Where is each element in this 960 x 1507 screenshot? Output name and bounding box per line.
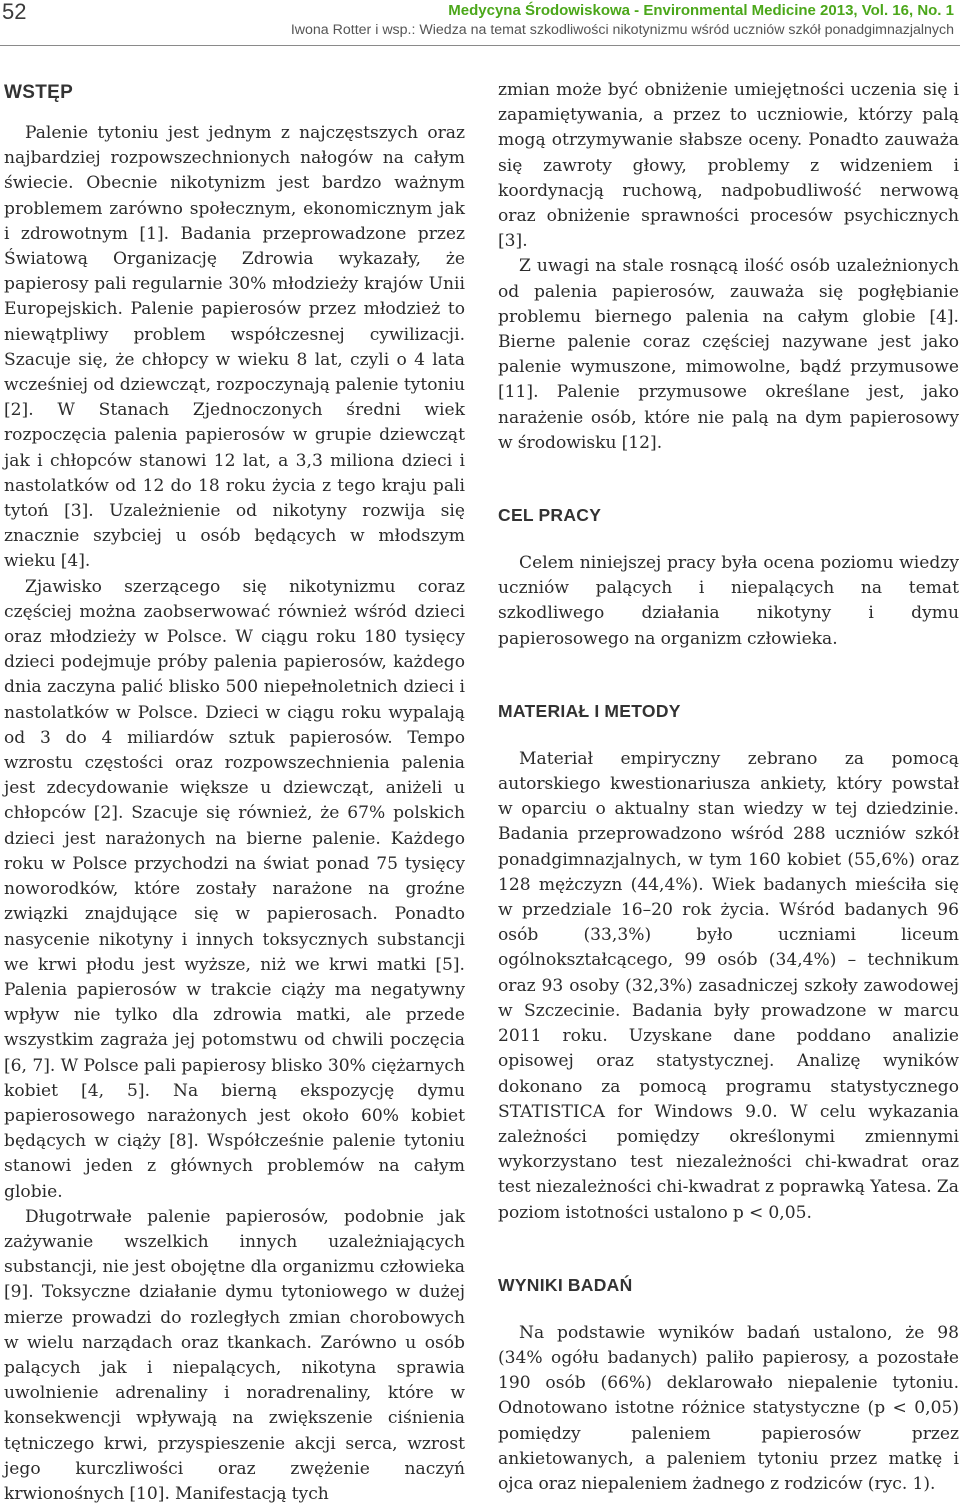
paragraph: Długotrwałe palenie papierosów, podobnie jak zażywanie wszelkich innych uzależniających substancji, nie jest obojętne dla organizmu człowieka [9]. Toksyczne działanie dymu tytoniowego w dużej mierze prowadzi do rozległych zmian chorobowych w wielu narządach oraz tkankach. Zarówno u osób palących jak i niepalących, nikotyna sprawia uwolnienie adrenaliny i noradrenaliny, które w konsekwencji wpływają na zwiększenie ciśnienia tętniczego krwi, przyspieszenie akcji serca, wzrost jego kurczliwości oraz zwężenie naczyń krwionośnych [10]. Manifestacją tych (4, 1206, 465, 1504)
left-column (4, 72, 465, 1507)
paragraph: Z uwagi na stale rosnącą ilość osób uzależnionych od palenia papierosów, zauważa się pogłębianie problemu biernego palenia na całym globie [4]. Bierne palenie coraz częściej nazywane jest jako palenie wymuszone, mimowolne, bądź przymusowe [11]. Palenie przymusowe określane jest, jako narażenie osób, które nie palą na dym papierosowy w środowisku [12]. (498, 256, 959, 453)
running-header: Iwona Rotter i wsp.: Wiedza na temat szkodliwości nikotynizmu wśród uczniów szkół ponadgimnazjalnych (290, 22, 954, 38)
section-heading-cel-pracy: CEL PRACY (498, 505, 602, 526)
paragraph: Celem niniejszej pracy była ocena poziomu wiedzy uczniów palących i niepalących na temat szkodliwego działania nikotyny i dymu papierosowego na organizm człowieka. (498, 553, 959, 649)
paragraph: Materiał empiryczny zebrano za pomocą autorskiego kwestionariusza ankiety, który powstał w oparciu o aktualny stan wiedzy w tej dziedzinie. Badania przeprowadzono wśród 288 uczniów szkół ponadgimnazjalnych, w tym 160 kobiet (55,6%) oraz 128 mężczyzn (44,4%). Wiek badanych mieściła się w przedziale 16–20 rok życia. Wśród badanych 96 osób (33,3%) było uczniami liceum ogólnokształcącego, 99 osób (34,4%) – technikum oraz 93 osoby (32,3%) zasadniczej szkoły zawodowej w Szczecinie. Badania były prowadzone w marcu 2011 roku. Uzyskane dane poddano analizie opisowej oraz statystycznej. Analizę wyników dokonano za pomocą programu statystycznego STATISTICA for Windows 9.0. W celu wykazania zależności pomiędzy określonymi zmiennymi wykorzystano test niezależności chi-kwadrat oraz test niezależności chi-kwadrat z poprawką Yatesa. Za poziom istotności ustalono p < 0,05. (498, 748, 959, 1223)
section-heading-wstep: WSTĘP (4, 82, 74, 103)
section-heading-material-i-metody: MATERIAŁ I METODY (498, 700, 681, 721)
header-divider (0, 45, 960, 46)
paragraph: Palenie tytoniu jest jednym z najczęstszych oraz najbardziej rozpowszechnionych nałogów na całym świecie. Obecnie nikotynizm jest bardzo ważnym problemem zarówno społecznym, ekonomicznym jak i zdrowotnym [1]. Badania przeprowadzone przez Światową Organizację Zdrowia wykazały, że papierosy pali regularnie 30% młodzieży krajów Unii Europejskich. Palenie papierosów przez młodzież to niewątpliwy problem współczesnej cywilizacji. Szacuje się, że chłopcy w wieku 8 lat, czyli o 4 lata wcześniej od dziewcząt, rozpoczynają palenie tytoniu [2]. W Stanach Zjednoczonych średni wiek rozpoczęcia palenia papierosów w grupie dziewcząt jak i chłopców stanowi 12 lat, a 3,3 miliona dzieci i nastolatków od 12 do 18 roku życia z tego kraju pali tytoń [3]. Uzależnienie od nikotyny rozwija się znacznie szybciej u osób będących w młodszym wieku [4]. (4, 123, 465, 572)
paragraph: zmian może być obniżenie umiejętności uczenia się i zapamiętywania, a przez to uczniowie, którzy palą mogą otrzymywanie słabsze oceny. Ponadto zauważa się zawroty głowy, problemy z widzeniem i koordynacją ruchową, nadpobudliwość nerwową oraz obniżenie sprawności procesów psychicznych [3]. (498, 80, 959, 252)
journal-title: Medycyna Środowiskowa - Environmental Medicine 2013, Vol. 16, No. 1 (448, 2, 954, 19)
section-heading-wyniki-badan: WYNIKI BADAŃ (498, 1274, 633, 1295)
right-column (498, 78, 959, 1497)
paragraph: Na podstawie wyników badań ustalono, że 98 (34% ogółu badanych) paliło papierosy, a pozostałe 190 osób (66%) deklarowało niepalenie tytoniu. Odnotowano istotne różnice statystyczne (p < 0,05) pomiędzy paleniem papierosów przez ankietowanych, a paleniem tytoniu przez matkę i ojca oraz niepaleniem żadnego z rodziców (ryc. 1). (498, 1322, 959, 1494)
page-number: 52 (2, 0, 27, 24)
paragraph: Zjawisko szerzącego się nikotynizmu coraz częściej można zaobserwować również wśród dzieci oraz młodzieży w Polsce. W ciągu roku 180 tysięcy dzieci podejmuje próby palenia papierosów, każdego dnia zaczyna palić blisko 500 niepełnoletnich dzieci i nastolatków w Polsce. Dzieci w ciągu roku wypalają od 3 do 4 miliardów sztuk papierosów. Tempo wzrostu częstości oraz rozpowszechnienia palenia jest zdecydowanie większe u dziewcząt, aniżeli u chłopców [2]. Szacuje się również, że 67% polskich dzieci jest narażonych na bierne palenie. Każdego roku w Polsce przychodzi na świat ponad 75 tysięcy noworodków, które zostały narażone na groźne związki znajdujące się w papierosach. Ponadto nasycenie nikotyny i innych toksycznych substancji we krwi płodu jest wyższe, niż we krwi matki [5]. Palenia papierosów w trakcie ciąży ma negatywny wpływ nie tylko dla zdrowia matki, ale przede wszystkim zagraża jej potomstwu od chwili poczęcia [6, 7]. W Polsce pali papierosy blisko 30% ciężarnych kobiet [4, 5]. Na bierną ekspozycję dymu papierosowego narażonych jest około 60% kobiet będących w ciąży [8]. Współcześnie palenie tytoniu stanowi jeden z głównych problemów na całym globie. (4, 576, 465, 1202)
